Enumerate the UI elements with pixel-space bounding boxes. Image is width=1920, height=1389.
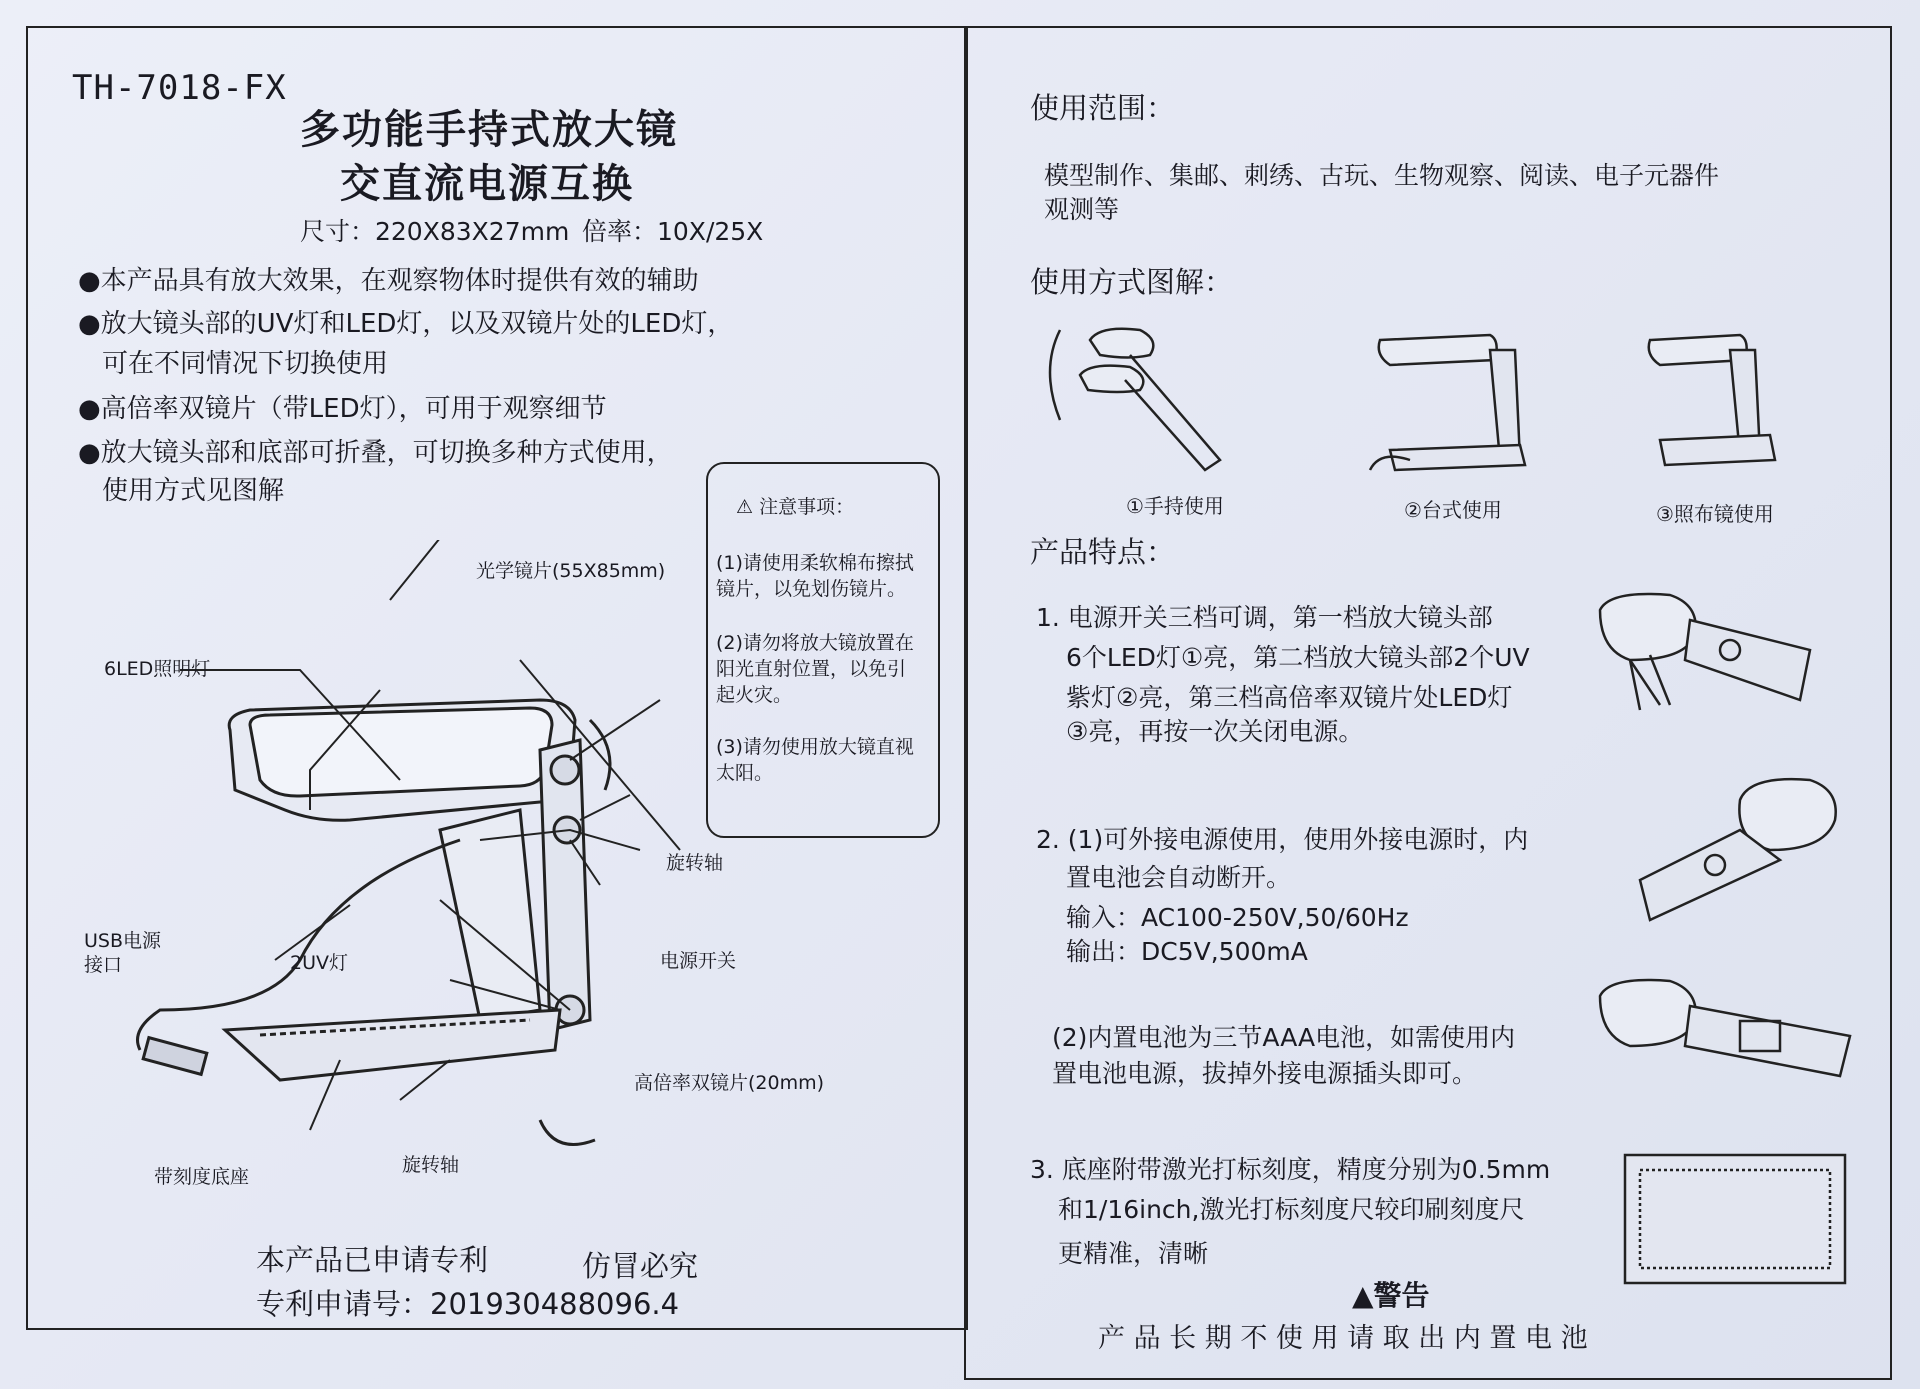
- feature-2-line: 置电池会自动断开。: [1066, 863, 1292, 892]
- patent-number: 专利申请号：201930488096.4: [256, 1287, 680, 1321]
- feature-2-figure: [1610, 770, 1860, 940]
- usage-figure-cloth: [1620, 320, 1800, 480]
- output-spec: 输出：DC5V,500mA: [1066, 937, 1308, 966]
- feature-bullet-4: ●放大镜头部和底部可折叠，可切换多种方式使用，: [78, 438, 673, 468]
- feature-1-line: 6个LED灯①亮，第二档放大镜头部2个UV: [1066, 643, 1530, 672]
- scope-heading: 使用范围：: [1030, 91, 1176, 125]
- notice-line: 阳光直射位置，以免引: [716, 658, 907, 680]
- caption-handheld: ①手持使用: [1126, 494, 1224, 518]
- battery-line: (2)内置电池为三节AAA电池，如需使用内: [1052, 1023, 1516, 1052]
- size-spec: 尺寸：220X83X27mm: [300, 217, 570, 246]
- scope-text-cont: 观测等: [1044, 195, 1120, 224]
- input-spec: 输入：AC100-250V,50/60Hz: [1066, 903, 1409, 932]
- label-dual-lens: 高倍率双镜片(20mm): [634, 1072, 825, 1094]
- feature-bullet-4-cont: 使用方式见图解: [102, 476, 285, 506]
- warning-text: 产 品 长 期 不 使 用 请 取 出 内 置 电 池: [1098, 1323, 1588, 1354]
- feature-bullet-2-cont: 可在不同情况下切换使用: [102, 349, 389, 379]
- product-subtitle: 交直流电源互换: [340, 161, 634, 207]
- notice-line: 起火灾。: [716, 684, 793, 706]
- model-number: TH-7018-FX: [72, 68, 287, 108]
- feature-bullet-2: ●放大镜头部的UV灯和LED灯，以及双镜片处的LED灯，: [78, 309, 734, 339]
- counterfeit-warning: 仿冒必究: [582, 1249, 699, 1283]
- label-optical-lens: 光学镜片(55X85mm): [476, 560, 666, 582]
- patent-notice: 本产品已申请专利: [256, 1243, 489, 1277]
- notice-title: ⚠ 注意事项：: [736, 496, 855, 518]
- usage-figure-handheld: [1030, 300, 1250, 480]
- battery-figure: [1590, 976, 1860, 1086]
- label-usb: USB电源: [84, 930, 162, 952]
- scope-text: 模型制作、集邮、刺绣、古玩、生物观察、阅读、电子元器件: [1044, 161, 1720, 190]
- ruler-base-figure: [1620, 1150, 1850, 1290]
- feature-2-line: 2. (1)可外接电源使用，使用外接电源时，内: [1036, 825, 1529, 854]
- feature-1-line: ③亮，再按一次关闭电源。: [1066, 717, 1364, 746]
- feature-3-line: 3. 底座附带激光打标刻度，精度分别为0.5mm: [1030, 1155, 1551, 1184]
- label-power-switch: 电源开关: [660, 950, 737, 972]
- feature-1-figure: [1590, 590, 1830, 750]
- notice-line: (3)请勿使用放大镜直视: [716, 736, 914, 758]
- feature-3-line: 更精准，清晰: [1058, 1239, 1209, 1268]
- notice-line: 太阳。: [716, 762, 774, 784]
- battery-line: 置电池电源，拔掉外接电源插头即可。: [1052, 1059, 1478, 1088]
- caption-cloth: ③照布镜使用: [1656, 502, 1774, 526]
- label-led-lights: 6LED照明灯: [104, 658, 211, 680]
- label-rotate-axis-2: 旋转轴: [402, 1154, 460, 1176]
- product-title: 多功能手持式放大镜: [300, 107, 678, 153]
- notice-line: (1)请使用柔软棉布擦拭: [716, 552, 914, 574]
- feature-bullet-1: ●本产品具有放大效果，在观察物体时提供有效的辅助: [78, 266, 699, 296]
- label-usb-port: 接口: [84, 954, 123, 976]
- feature-3-line: 和1/16inch,激光打标刻度尺较印刷刻度尺: [1058, 1195, 1525, 1224]
- features-heading: 产品特点：: [1030, 535, 1176, 569]
- label-rotate-axis: 旋转轴: [666, 852, 724, 874]
- feature-1-line: 紫灯②亮，第三档高倍率双镜片处LED灯: [1066, 683, 1513, 712]
- notice-line: (2)请勿将放大镜放置在: [716, 632, 914, 654]
- usage-figure-desk: [1350, 320, 1560, 480]
- caption-desk: ②台式使用: [1404, 498, 1502, 522]
- feature-bullet-3: ●高倍率双镜片（带LED灯），可用于观察细节: [78, 394, 607, 424]
- feature-1-line: 1. 电源开关三档可调，第一档放大镜头部: [1036, 603, 1493, 632]
- notice-line: 镜片，以免划伤镜片。: [716, 578, 907, 600]
- label-base: 带刻度底座: [154, 1166, 250, 1188]
- label-uv-lights: 2UV灯: [290, 952, 348, 974]
- usage-heading: 使用方式图解：: [1030, 265, 1234, 299]
- magnifier-diagram: [100, 540, 840, 1240]
- warning-title: ▲警告: [1352, 1279, 1430, 1312]
- magnification-spec: 倍率：10X/25X: [582, 217, 764, 246]
